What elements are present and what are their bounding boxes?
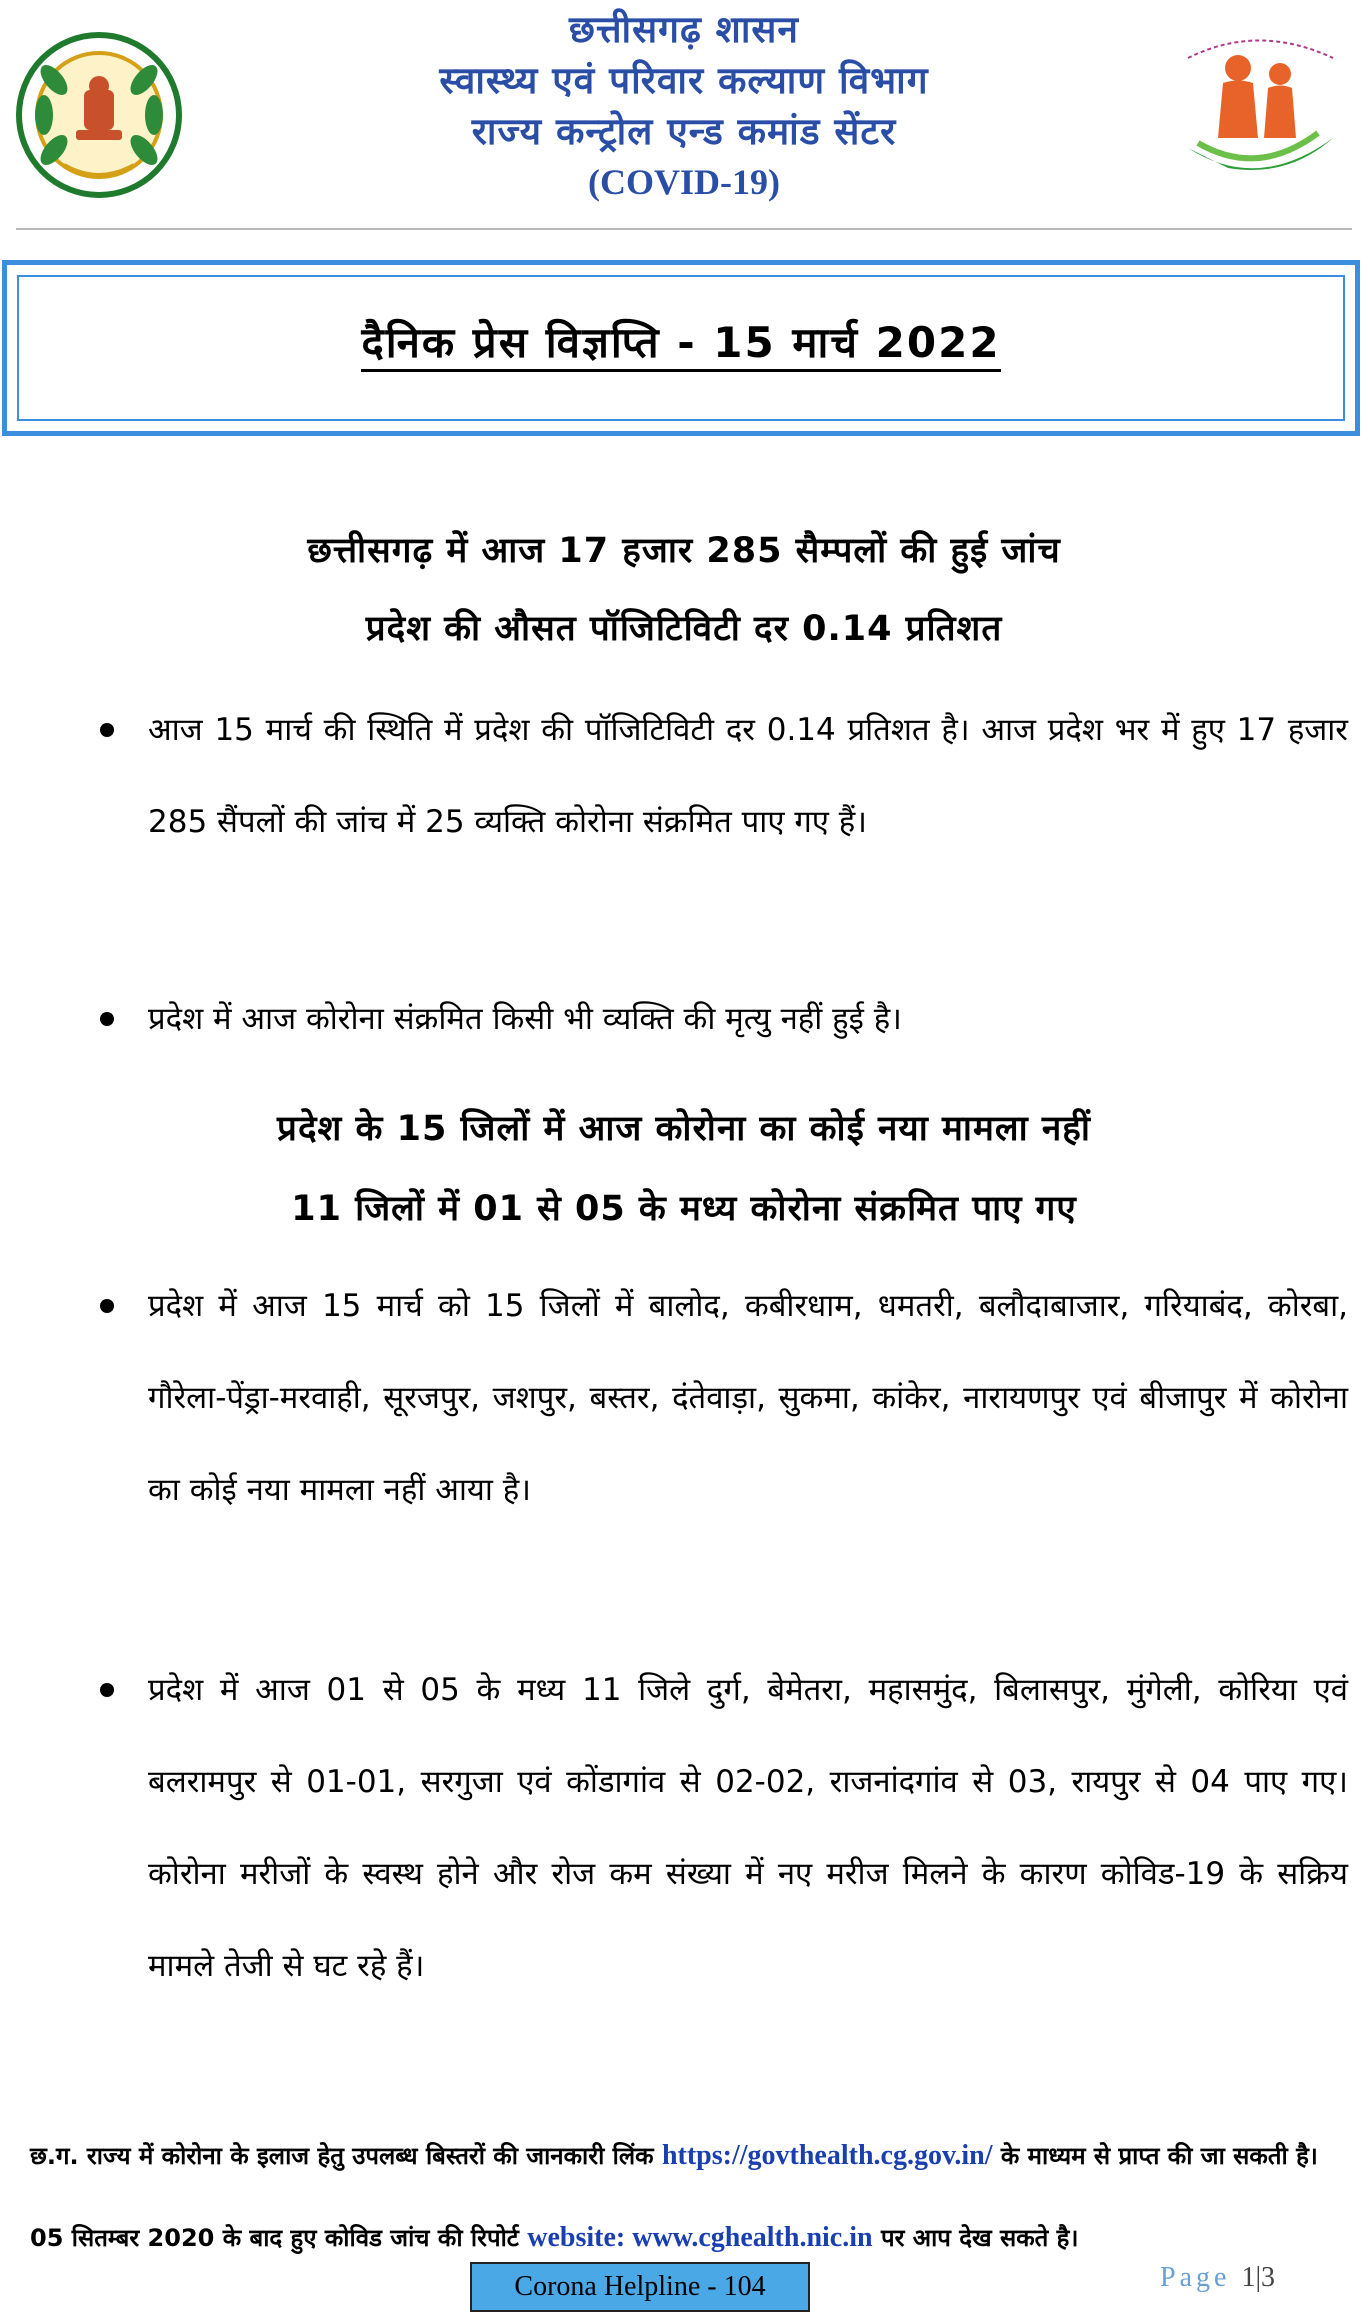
page-number — [1160, 2262, 1275, 2294]
report-info-tail: पर आप देख सकते है। — [880, 2224, 1079, 2252]
chhattisgarh-govt-seal-logo — [14, 30, 184, 200]
page-current: 1 — [1241, 2262, 1256, 2293]
section2-bullet-1: प्रदेश में आज 15 मार्च को 15 जिलों में बालोद, कबीरधाम, धमतरी, बलौदाबाजार, गरियाबंद, कोरबा, गौरेला-पेंड्रा-मरवाही, सूरजपुर, जशपुर, बस्तर, दंतेवाड़ा, सुकमा, कांकेर, नारायणपुर एवं बीजापुर में कोरोना का कोई नया मामला नहीं आया है। — [148, 1288, 1348, 1508]
cghealth-website-link[interactable]: website: www.cghealth.nic.in — [527, 2222, 873, 2253]
covid-label: (COVID-19) — [588, 162, 780, 202]
section1-heading-1: छत्तीसगढ़ में आज 17 हजार 285 सैम्पलों की हुई जांच — [307, 531, 1061, 571]
press-release-title — [7, 313, 1355, 370]
swasth-chhattisgarh-logo — [1168, 28, 1348, 198]
section1-heading-2: प्रदेश की औसत पॉजिटिविटी दर 0.14 प्रतिशत — [365, 609, 1003, 649]
centre-name: राज्य कन्ट्रोल एन्ड कमांड सेंटर — [471, 110, 897, 153]
section1-bullet-2: प्रदेश में आज कोरोना संक्रमित किसी भी व्यक्ति की मृत्यु नहीं हुई है। — [148, 1001, 902, 1037]
page-total: 3 — [1261, 2262, 1276, 2293]
report-info-text: 05 सितम्बर 2020 के बाद हुए कोविड जांच की रिपोर्ट — [30, 2224, 519, 2252]
govt-name: छत्तीसगढ़ शासन — [569, 8, 799, 51]
page-separator: | — [1255, 2262, 1262, 2293]
press-release-title-text: दैनिक प्रेस विज्ञप्ति - 15 मार्च 2022 — [361, 318, 1000, 372]
page-label: Page — [1160, 2262, 1231, 2293]
letterhead — [0, 0, 1368, 230]
section1-bullet-1: आज 15 मार्च की स्थिति में प्रदेश की पॉजिटिविटी दर 0.14 प्रतिशत है। आज प्रदेश भर में हुए 17 हजार 285 सैंपलों की जांच में 25 व्यक्ति कोरोना संक्रमित पाए गए हैं। — [148, 712, 1348, 840]
beds-info-tail: के माध्यम से प्राप्त की जा सकती है। — [1000, 2142, 1318, 2170]
beds-info-text: छ.ग. राज्य में कोरोना के इलाज हेतु उपलब्ध बिस्तरों की जानकारी लिंक — [30, 2142, 654, 2170]
report-info-note — [30, 2218, 1350, 2258]
govthealth-link[interactable]: https://govthealth.cg.gov.in/ — [661, 2140, 993, 2171]
section2-heading-1: प्रदेश के 15 जिलों में आज कोरोना का कोई नया मामला नहीं — [277, 1109, 1091, 1149]
section2-bullet-2: प्रदेश में आज 01 से 05 के मध्य 11 जिले दुर्ग, बेमेतरा, महासमुंद, बिलासपुर, मुंगेली, कोरिया एवं बलरामपुर से 01-01, सरगुजा एवं कोंडागांव से 02-02, राजनांदगांव से 03, रायपुर से 04 पाए गए। कोरोना मरीजों के स्वस्थ होने और रोज कम संख्या में नए मरीज मिलने के कारण कोविड-19 के सक्रिय मामले तेजी से घट रहे हैं। — [148, 1672, 1348, 1984]
section2-heading-2: 11 जिलों में 01 से 05 के मध्य कोरोना संक्रमित पाए गए — [291, 1189, 1077, 1229]
bullet-marker — [100, 1012, 114, 1026]
header-text-block — [300, 4, 1068, 207]
bullet-marker — [100, 1299, 114, 1313]
corona-helpline-box: Corona Helpline - 104 — [470, 2262, 810, 2312]
department-name: स्वास्थ्य एवं परिवार कल्याण विभाग — [439, 59, 929, 102]
title-box — [2, 260, 1360, 436]
header-divider — [16, 228, 1352, 230]
beds-info-note — [30, 2136, 1350, 2176]
bullet-marker — [100, 723, 114, 737]
bullet-marker — [100, 1683, 114, 1697]
